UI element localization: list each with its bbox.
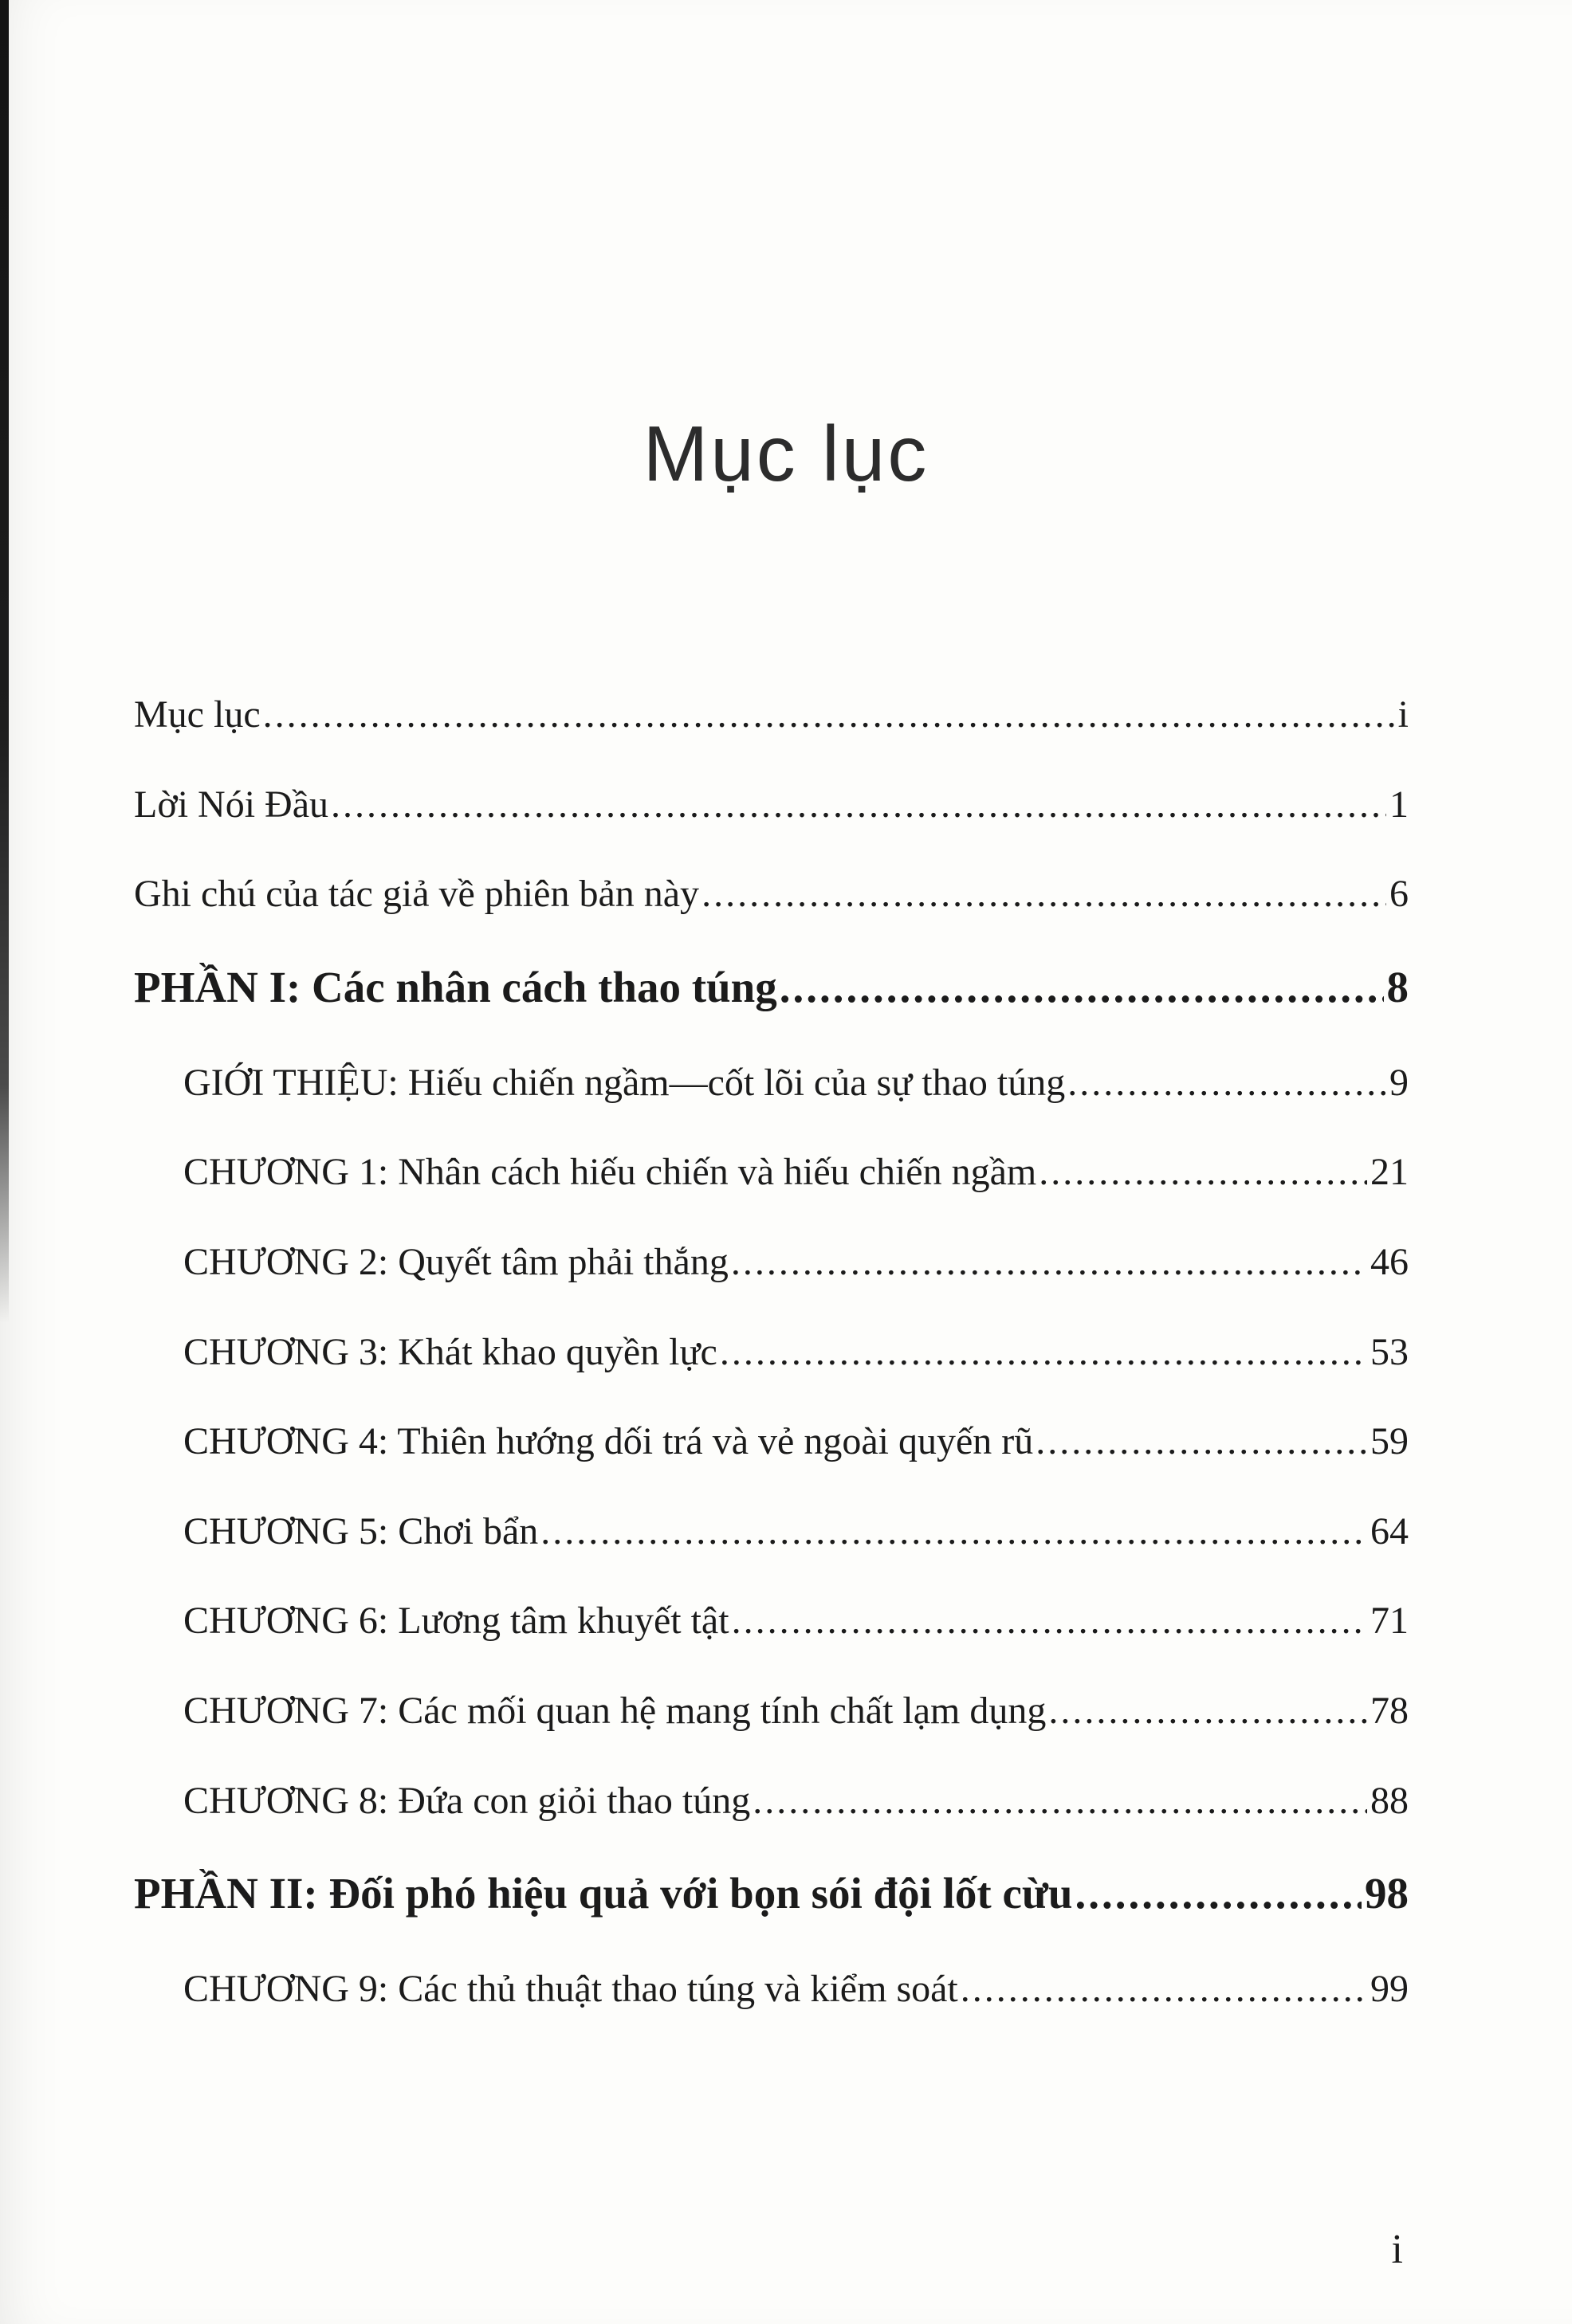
toc-entry-label: CHƯƠNG 6: Lương tâm khuyết tật [183,1600,729,1643]
toc-entry-page: 78 [1370,1689,1409,1732]
toc-entry-label: Mục lục [134,693,261,736]
toc-entry-page: 71 [1370,1600,1409,1643]
dot-leader [753,1778,1367,1824]
toc-entry [134,1778,1409,1824]
toc-entry-page: 59 [1370,1420,1409,1463]
dot-leader [263,692,1395,738]
toc-entry-label: CHƯƠNG 5: Chơi bẩn [183,1509,539,1553]
toc-entry-label: PHẦN II: Đối phó hiệu quả với bọn sói đội lốt cừu [134,1869,1073,1918]
toc-entry [134,1149,1409,1195]
toc-entry [134,1060,1409,1106]
toc-entry-page: 98 [1365,1869,1409,1918]
toc-entry [134,1867,1409,1920]
toc-entry [134,1598,1409,1644]
dot-leader [1067,1060,1386,1106]
toc-entry [134,1509,1409,1555]
toc-entry-page: 64 [1370,1509,1409,1553]
page-title: Mục lục [643,410,929,497]
toc-entry [134,1419,1409,1465]
toc-entry-page: 21 [1370,1151,1409,1194]
toc-entry-label: CHƯƠNG 9: Các thủ thuật thao túng và kiểm soát [183,1968,958,2011]
toc-entry-label: CHƯƠNG 3: Khát khao quyền lực [183,1330,717,1373]
toc-entry-label: Lời Nói Đầu [134,783,329,826]
dot-leader [702,871,1386,917]
toc-entry-page: 1 [1389,783,1409,826]
page-number: i [1391,2227,1403,2272]
toc-entry [134,782,1409,828]
toc-entry [134,1966,1409,2012]
dot-leader [961,1966,1367,2012]
toc-entry-label: Ghi chú của tác giả về phiên bản này [134,873,700,916]
dot-leader [720,1329,1367,1376]
toc-entry-page: 8 [1386,962,1409,1011]
toc-entry [134,1688,1409,1734]
toc-entry-label: PHẦN I: Các nhân cách thao túng [134,962,777,1011]
dot-leader [331,782,1386,828]
toc-entry-page: 46 [1370,1240,1409,1283]
toc-entry [134,692,1409,738]
toc-entry-label: CHƯƠNG 7: Các mối quan hệ mang tính chất lạm dụng [183,1689,1047,1732]
dot-leader [1075,1867,1362,1920]
toc-entry [134,961,1409,1014]
dot-leader [732,1598,1367,1644]
scan-edge-artifact [0,0,9,1323]
toc-entry-label: CHƯƠNG 8: Đứa con giỏi thao túng [183,1779,751,1822]
toc-entry [134,1239,1409,1286]
toc-entry-page: i [1397,693,1409,736]
toc-list [0,692,1572,2012]
dot-leader [1039,1149,1367,1195]
dot-leader [1048,1688,1367,1734]
toc-entry-label: CHƯƠNG 4: Thiên hướng dối trá và vẻ ngoài quyến rũ [183,1420,1034,1463]
toc-entry [134,1329,1409,1376]
toc-entry-label: CHƯƠNG 1: Nhân cách hiếu chiến và hiếu chiến ngầm [183,1151,1037,1194]
toc-entry-label: CHƯƠNG 2: Quyết tâm phải thắng [183,1240,729,1283]
toc-entry-page: 99 [1370,1968,1409,2011]
toc-entry-page: 53 [1370,1330,1409,1373]
dot-leader [1036,1419,1367,1465]
toc-entry [134,871,1409,917]
dot-leader [540,1509,1367,1555]
toc-entry-page: 6 [1389,873,1409,916]
toc-entry-label: GIỚI THIỆU: Hiếu chiến ngầm—cốt lõi của sự thao túng [183,1061,1066,1104]
dot-leader [780,961,1384,1014]
dot-leader [731,1239,1367,1286]
toc-entry-page: 9 [1389,1061,1409,1104]
toc-entry-page: 88 [1370,1779,1409,1822]
